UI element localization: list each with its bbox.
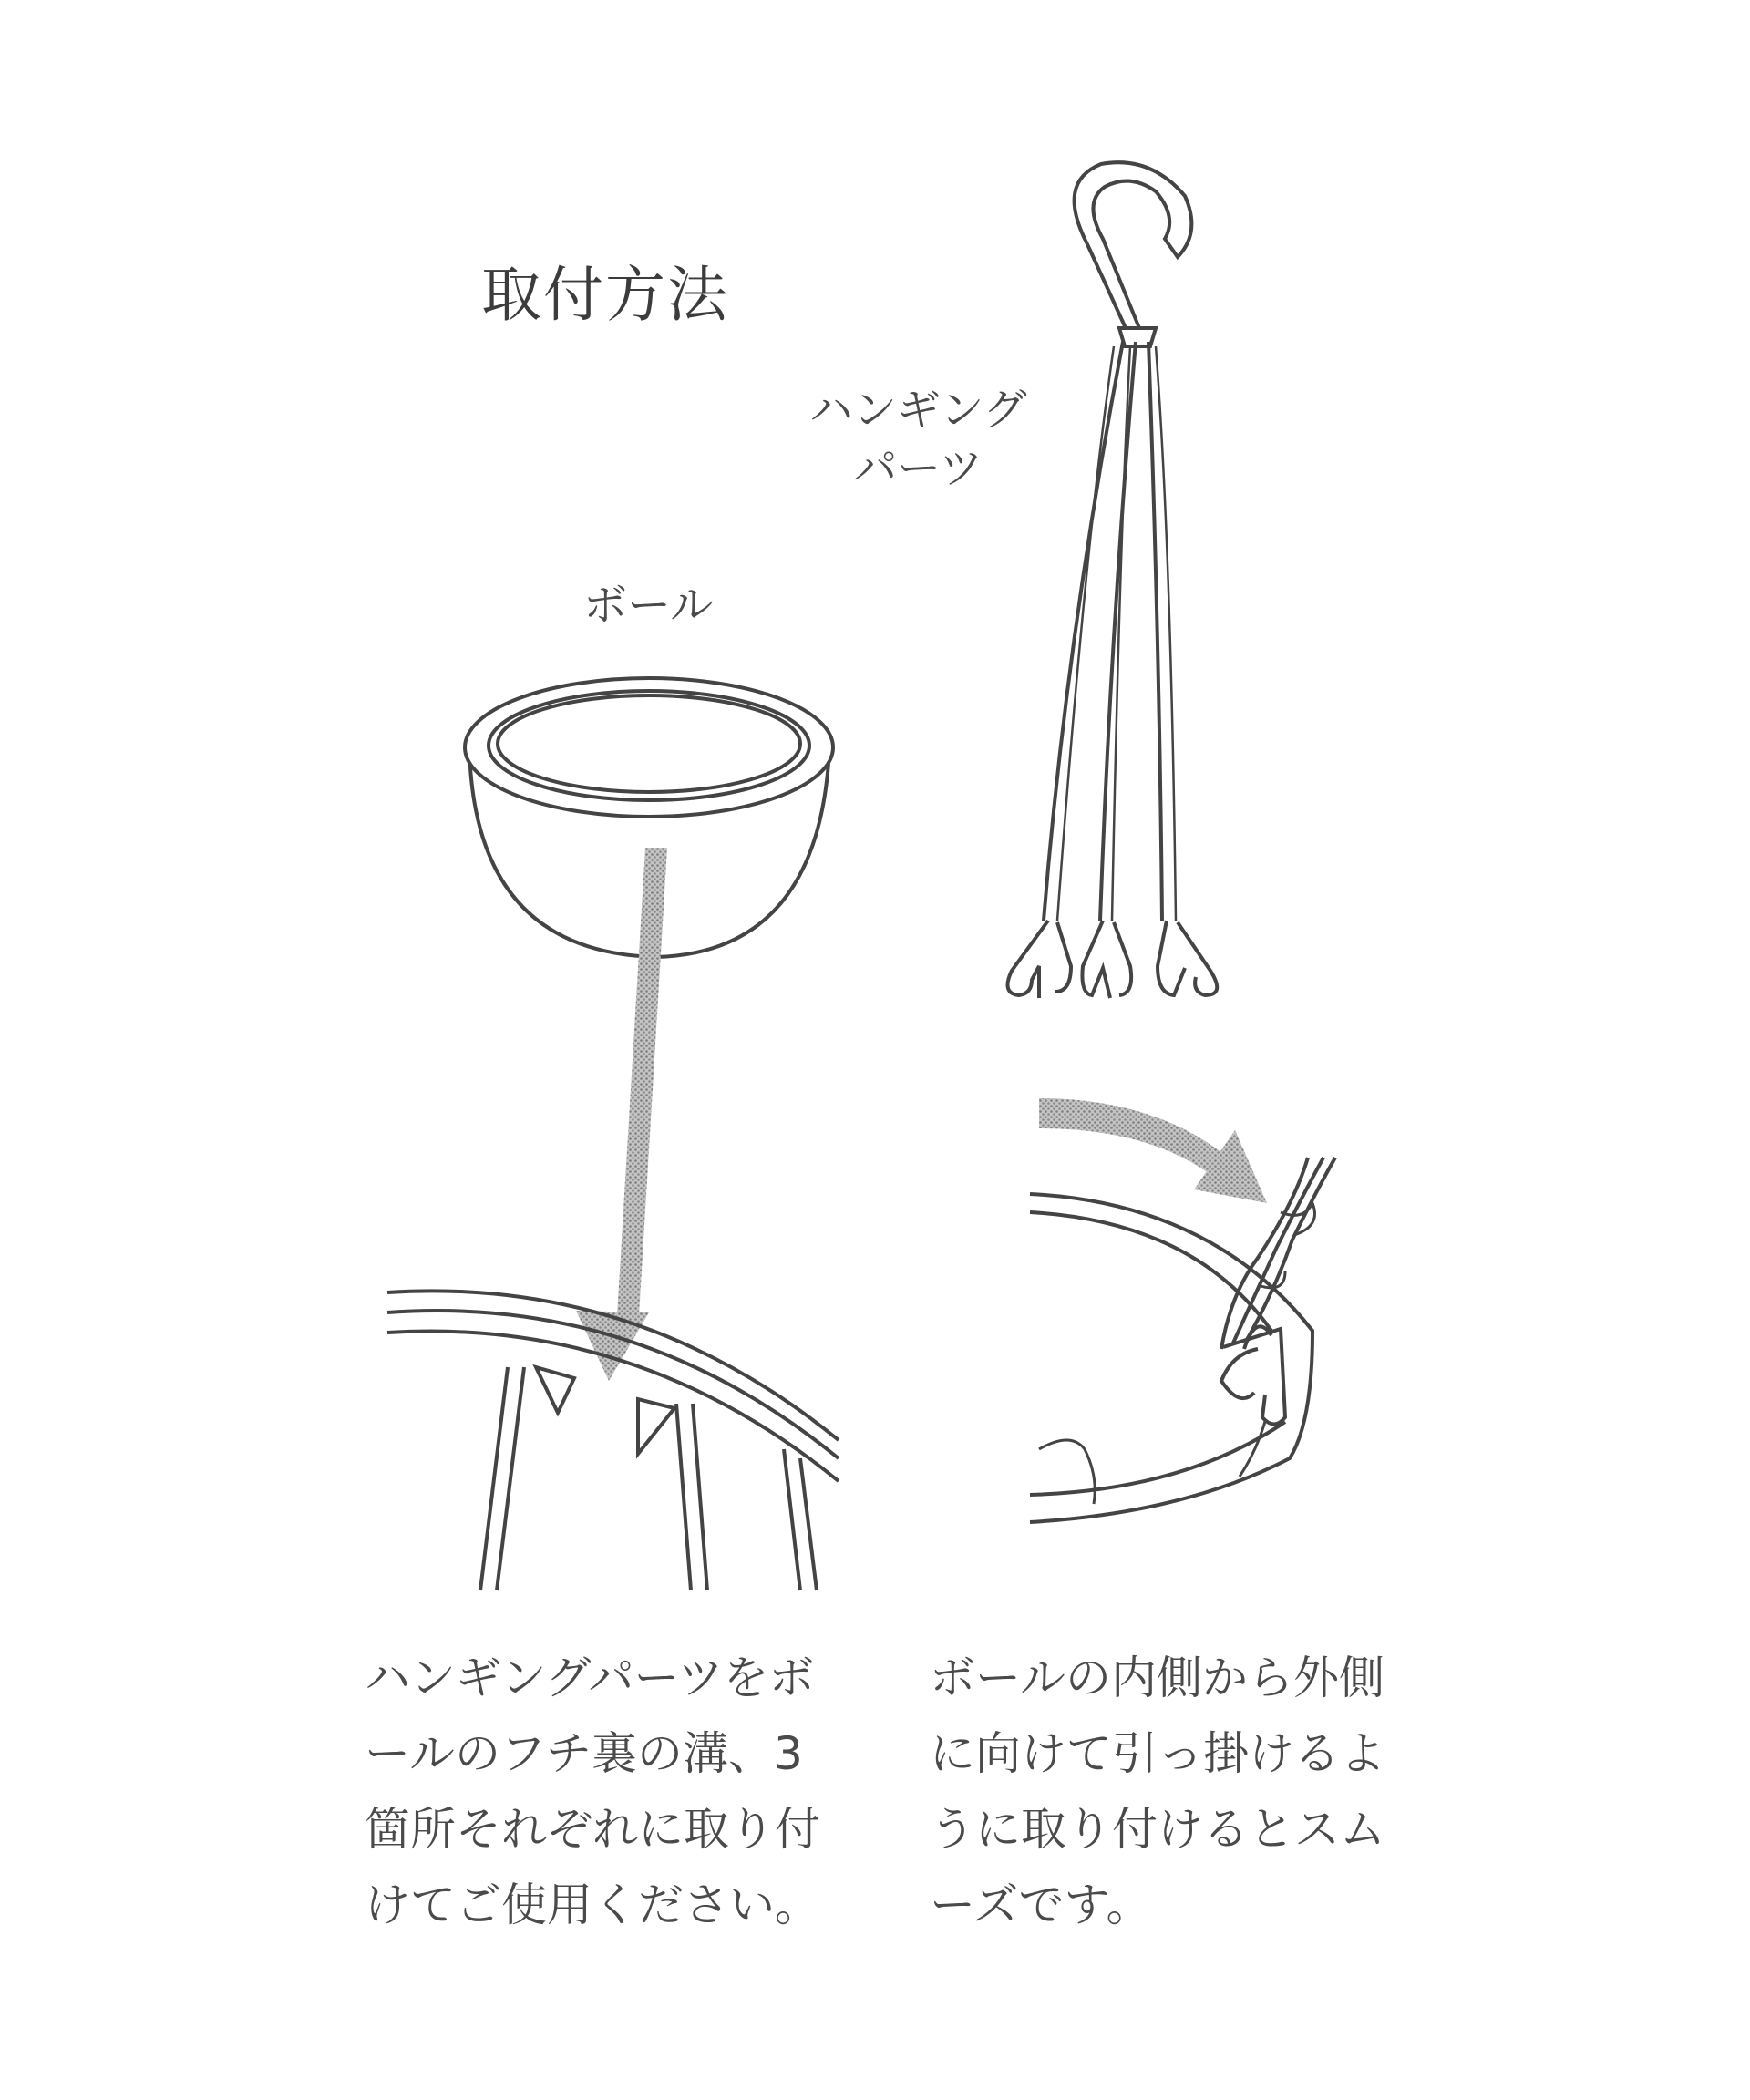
hanging-parts-label [809, 381, 1027, 498]
hanging-parts-label-line: パーツ [853, 443, 983, 494]
caption-line: けてご使用ください。 [365, 1879, 820, 1931]
caption-line: ハンギングパーツをボ [365, 1652, 815, 1704]
curved-arrow [1039, 1098, 1267, 1203]
caption-line: うに取り付けるとスム [930, 1803, 1385, 1856]
caption-line: ボールの内側から外側 [930, 1652, 1385, 1704]
bowl-label: ボール [583, 580, 715, 631]
hanging-parts-label-line: ハンギング [809, 385, 1027, 436]
hanging-parts-drawing [1008, 162, 1218, 998]
rim-stand-drawing [387, 1291, 839, 1590]
rim-hook-drawing [1030, 1158, 1335, 1522]
caption-line: 箇所それぞれに取り付 [365, 1803, 820, 1856]
caption-line: に向けて引っ掛けるよ [930, 1727, 1385, 1780]
caption-line: ーズです。 [930, 1879, 1152, 1931]
right-caption [930, 1641, 1385, 1943]
left-caption [365, 1641, 820, 1943]
page-title: 取付方法 [481, 260, 729, 330]
caption-line: ールのフチ裏の溝、3 [365, 1727, 803, 1780]
